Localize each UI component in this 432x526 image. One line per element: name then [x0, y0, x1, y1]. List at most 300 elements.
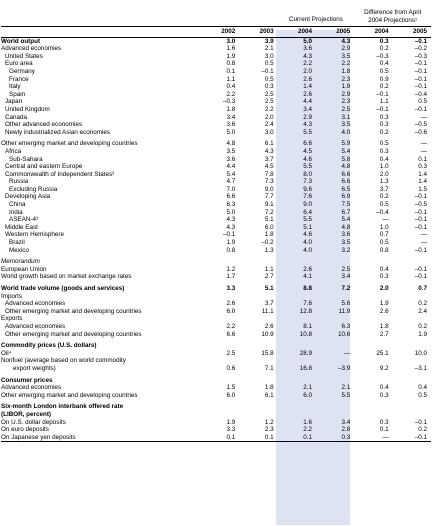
- value-cell: [393, 377, 431, 385]
- value-cell: 0.5: [418, 98, 427, 106]
- value-cell: 1.0: [379, 163, 389, 171]
- value-cell: 0.1: [201, 434, 239, 442]
- difference-header-line2: 2004 Projections¹: [368, 16, 418, 24]
- value-cell: 5.1: [264, 285, 274, 292]
- value-cell: 1.9: [379, 300, 389, 308]
- value-cell: 1.3: [264, 246, 274, 254]
- year-header: 2002: [201, 27, 239, 38]
- value-cell: [278, 411, 316, 419]
- value-cell: 4.3: [303, 121, 312, 129]
- value-cell: [354, 342, 392, 350]
- table-row: [1, 293, 431, 301]
- table-row: [1, 419, 431, 427]
- row-label: Advanced economies: [5, 322, 66, 330]
- value-cell: 2.4: [418, 307, 427, 315]
- value-cell: 1.7: [226, 273, 236, 281]
- row-label: (LIBOR, percent): [1, 410, 52, 418]
- table-row: [1, 156, 431, 164]
- value-cell: 8.0: [303, 170, 312, 178]
- value-cell: –0.3: [376, 52, 389, 60]
- value-cell: 4.8: [341, 223, 351, 231]
- value-cell: 4.6: [303, 231, 312, 239]
- value-cell: 3.6: [341, 231, 351, 239]
- value-cell: 0.1: [239, 434, 277, 442]
- value-cell: 6.6: [341, 170, 351, 178]
- table-row: [1, 53, 431, 61]
- row-label: Italy: [9, 83, 21, 91]
- value-cell: 1.8: [264, 384, 274, 392]
- value-cell: 2.5: [226, 349, 236, 357]
- value-cell: 3.7: [379, 185, 389, 193]
- value-cell: 2.3: [341, 75, 351, 83]
- difference-header-line1: Difference from April: [364, 9, 422, 17]
- value-cell: 5.0: [303, 37, 312, 45]
- value-cell: 15.8: [261, 349, 274, 357]
- row-label: Oil⁴: [1, 349, 12, 357]
- value-cell: [354, 377, 392, 385]
- row-label: Africa: [5, 147, 22, 155]
- value-cell: 8.8: [303, 285, 312, 292]
- value-cell: [316, 411, 354, 419]
- value-cell: 5.0: [226, 208, 236, 216]
- value-cell: —: [420, 147, 427, 155]
- value-cell: [201, 258, 239, 266]
- value-cell: –0.3: [414, 52, 427, 60]
- row-label: World output: [1, 37, 41, 45]
- value-cell: [201, 411, 239, 419]
- value-cell: 3.7: [264, 155, 274, 163]
- year-header-row: [1, 27, 431, 38]
- value-cell: [239, 411, 277, 419]
- row-label: Germany: [9, 67, 35, 75]
- value-cell: –0.1: [414, 193, 427, 201]
- value-cell: [239, 258, 277, 266]
- value-cell: 2.0: [379, 285, 389, 292]
- value-cell: 7.6: [303, 300, 312, 308]
- value-cell: 2.2: [341, 60, 351, 68]
- value-cell: [201, 377, 239, 385]
- value-cell: 1.0: [379, 223, 389, 231]
- value-cell: 8.3: [226, 201, 236, 209]
- current-projections-header: Current Projections: [278, 0, 355, 27]
- value-cell: 7.3: [303, 178, 312, 186]
- value-cell: 1.1: [226, 75, 236, 83]
- value-cell: 28.9: [299, 349, 312, 357]
- table-row: [1, 60, 431, 68]
- value-cell: 0.7: [379, 231, 389, 239]
- value-cell: 6.6: [226, 193, 236, 201]
- value-cell: 4.8: [341, 163, 351, 171]
- value-cell: 1.9: [341, 83, 351, 91]
- value-cell: [201, 403, 239, 411]
- table-row: [1, 426, 431, 434]
- value-cell: 0.3: [379, 113, 389, 121]
- value-cell: 0.9: [379, 75, 389, 83]
- table-row: [1, 300, 431, 308]
- row-label: Nonfuel (average based on world commodity: [1, 357, 126, 365]
- value-cell: 2.2: [303, 426, 312, 434]
- value-cell: [393, 293, 431, 301]
- value-cell: [239, 293, 277, 301]
- row-label: ASEAN-4³: [9, 216, 39, 224]
- row-label: export weights): [13, 364, 56, 372]
- header-blank: [1, 0, 201, 27]
- value-cell: 2.6: [303, 265, 312, 273]
- value-cell: [239, 342, 277, 350]
- value-cell: 5.5: [303, 216, 312, 224]
- value-cell: –0.1: [414, 223, 427, 231]
- value-cell: [278, 377, 316, 385]
- value-cell: 6.1: [264, 391, 274, 399]
- value-cell: 12.8: [299, 307, 312, 315]
- value-cell: 0.2: [379, 45, 389, 53]
- row-label: Commodity prices (U.S. dollars): [1, 342, 97, 350]
- value-cell: 6.5: [341, 185, 351, 193]
- value-cell: [316, 258, 354, 266]
- value-cell: –0.1: [414, 105, 427, 113]
- value-cell: 4.7: [226, 178, 236, 186]
- value-cell: 8.1: [303, 322, 312, 330]
- value-cell: 5.5: [303, 128, 312, 136]
- value-cell: 2.2: [226, 322, 236, 330]
- row-label: Excluding Russia: [9, 185, 58, 193]
- value-cell: 0.3: [418, 163, 427, 171]
- value-cell: 0.8: [379, 246, 389, 254]
- year-header: 2005: [316, 27, 354, 38]
- value-cell: 1.1: [264, 265, 274, 273]
- value-cell: 6.0: [226, 307, 236, 315]
- row-label: United States: [5, 52, 43, 60]
- value-cell: 6.7: [341, 208, 351, 216]
- table-row: [1, 106, 431, 114]
- table-row: [1, 323, 431, 331]
- value-cell: 3.1: [341, 113, 351, 121]
- value-cell: 9.2: [379, 364, 389, 372]
- value-cell: [316, 315, 354, 323]
- value-cell: 1.2: [264, 418, 274, 426]
- value-cell: 0.4: [379, 60, 389, 68]
- table-row: [1, 45, 431, 53]
- value-cell: [393, 342, 431, 350]
- table-row: [1, 365, 431, 373]
- value-cell: 1.8: [264, 231, 274, 239]
- table-row: [1, 231, 431, 239]
- value-cell: 0.8: [226, 246, 236, 254]
- table-row: [1, 273, 431, 281]
- value-cell: –0.1: [414, 75, 427, 83]
- row-label: Western Hemisphere: [5, 231, 65, 239]
- value-cell: 2.9: [303, 113, 312, 121]
- table-row: [1, 224, 431, 232]
- value-cell: 3.7: [264, 300, 274, 308]
- value-cell: 6.6: [341, 178, 351, 186]
- value-cell: 5.1: [264, 216, 274, 224]
- value-cell: [278, 258, 316, 266]
- value-cell: 6.9: [341, 193, 351, 201]
- value-cell: 1.5: [226, 384, 236, 392]
- row-label: Commonwealth of Independent States²: [5, 170, 115, 178]
- value-cell: 7.1: [264, 364, 274, 372]
- value-cell: 7.2: [341, 285, 351, 292]
- value-cell: 2.3: [264, 426, 274, 434]
- value-cell: [278, 293, 316, 301]
- value-cell: 0.2: [379, 193, 389, 201]
- value-cell: –0.2: [414, 45, 427, 53]
- value-cell: 2.0: [264, 113, 274, 121]
- value-cell: 0.1: [226, 67, 236, 75]
- value-cell: 9.0: [303, 201, 312, 209]
- value-cell: [316, 377, 354, 385]
- table-row: [1, 350, 431, 358]
- value-cell: 7.6: [303, 193, 312, 201]
- value-cell: 6.6: [303, 140, 312, 148]
- value-cell: 3.9: [264, 37, 274, 45]
- value-cell: 0.3: [379, 37, 389, 45]
- value-cell: [354, 293, 392, 301]
- value-cell: [393, 258, 431, 266]
- value-cell: 3.5: [341, 121, 351, 129]
- value-cell: 0.4: [418, 384, 427, 392]
- value-cell: 2.7: [264, 273, 274, 281]
- row-label: Six-month London interbank offered rate: [1, 403, 124, 411]
- table-row: [1, 403, 431, 411]
- value-cell: 0.3: [379, 121, 389, 129]
- value-cell: 2.6: [379, 307, 389, 315]
- row-label: Other emerging market and developing countries: [1, 140, 138, 148]
- value-cell: —: [382, 216, 389, 224]
- value-cell: 2.1: [303, 384, 312, 392]
- value-cell: 11.9: [338, 307, 351, 315]
- value-cell: –0.1: [414, 273, 427, 281]
- value-cell: 0.1: [418, 155, 427, 163]
- value-cell: 1.8: [341, 67, 351, 75]
- value-cell: [239, 315, 277, 323]
- table-row: [1, 216, 431, 224]
- row-label: Exports: [1, 315, 23, 323]
- value-cell: 1.4: [418, 178, 427, 186]
- value-cell: [393, 315, 431, 323]
- value-cell: 5.6: [341, 300, 351, 308]
- row-label: Spain: [9, 90, 26, 98]
- value-cell: 9.1: [264, 201, 274, 209]
- value-cell: –0.3: [223, 98, 236, 106]
- table-row: [1, 91, 431, 99]
- value-cell: 2.6: [226, 300, 236, 308]
- value-cell: 0.5: [379, 67, 389, 75]
- value-cell: 2.1: [341, 384, 351, 392]
- value-cell: 0.3: [379, 418, 389, 426]
- value-cell: [239, 357, 277, 365]
- value-cell: 0.1: [278, 434, 316, 442]
- value-cell: 4.3: [264, 147, 274, 155]
- value-cell: 3.4: [303, 105, 312, 113]
- table-row: [1, 193, 431, 201]
- table-row: [1, 357, 431, 365]
- value-cell: 5.0: [226, 128, 236, 136]
- row-label: On Japanese yen deposits: [1, 434, 201, 442]
- value-cell: –0.1: [414, 67, 427, 75]
- value-cell: 6.1: [264, 140, 274, 148]
- row-label: Other emerging market and developing countries: [5, 307, 142, 315]
- value-cell: 3.4: [341, 273, 351, 281]
- value-cell: 0.4: [379, 155, 389, 163]
- value-cell: [201, 293, 239, 301]
- table-row: [1, 392, 431, 400]
- value-cell: [354, 357, 392, 365]
- value-cell: 2.5: [264, 90, 274, 98]
- value-cell: 4.5: [264, 163, 274, 171]
- value-cell: 5.8: [341, 155, 351, 163]
- value-cell: 2.2: [226, 90, 236, 98]
- value-cell: 3.3: [226, 285, 236, 292]
- value-cell: 4.4: [226, 163, 236, 171]
- value-cell: 0.3: [379, 273, 389, 281]
- row-label: Mexico: [9, 246, 29, 254]
- row-label: European Union: [1, 265, 47, 273]
- row-label: China: [9, 201, 26, 209]
- value-cell: 6.4: [303, 208, 312, 216]
- value-cell: 6.0: [226, 391, 236, 399]
- row-label: On U.S. dollar deposits: [1, 418, 66, 426]
- table-row: [1, 178, 431, 186]
- value-cell: —: [420, 140, 427, 148]
- year-header: 2004: [278, 27, 316, 38]
- value-cell: [201, 315, 239, 323]
- table-row: [1, 129, 431, 137]
- value-cell: 1.6: [226, 45, 236, 53]
- table-row: [1, 434, 431, 442]
- row-label: Brazil: [9, 239, 25, 247]
- value-cell: [278, 315, 316, 323]
- value-cell: 9.6: [303, 185, 312, 193]
- row-label: Other emerging market and developing countries: [5, 330, 142, 338]
- value-cell: 2.3: [341, 98, 351, 106]
- value-cell: –0.2: [261, 239, 274, 247]
- value-cell: 4.3: [226, 223, 236, 231]
- value-cell: 3.2: [341, 246, 351, 254]
- row-label: Consumer prices: [1, 376, 53, 384]
- value-cell: 1.3: [379, 178, 389, 186]
- header-blank: [239, 0, 277, 27]
- value-cell: 6.0: [264, 223, 274, 231]
- row-label: Japan: [5, 98, 23, 106]
- value-cell: 1.9: [418, 330, 427, 338]
- value-cell: 1.2: [226, 265, 236, 273]
- value-cell: 2.8: [341, 426, 351, 434]
- value-cell: 4.0: [303, 239, 312, 247]
- value-cell: 1.8: [379, 322, 389, 330]
- value-cell: 4.0: [341, 128, 351, 136]
- value-cell: 0.5: [264, 60, 274, 68]
- value-cell: 0.4: [379, 384, 389, 392]
- value-cell: 2.2: [264, 105, 274, 113]
- value-cell: 2.0: [379, 170, 389, 178]
- table-row: [1, 209, 431, 217]
- value-cell: 5.1: [303, 223, 312, 231]
- value-cell: 0.8: [226, 60, 236, 68]
- value-cell: [393, 403, 431, 411]
- value-cell: 2.4: [264, 121, 274, 129]
- table-row: [1, 163, 431, 171]
- value-cell: –0.1: [414, 60, 427, 68]
- value-cell: [278, 357, 316, 365]
- value-cell: 2.0: [303, 67, 312, 75]
- value-cell: 0.5: [379, 239, 389, 247]
- table-row: [1, 121, 431, 129]
- value-cell: 0.4: [379, 265, 389, 273]
- value-cell: 10.8: [299, 330, 312, 338]
- value-cell: 2.1: [264, 45, 274, 53]
- value-cell: [201, 357, 239, 365]
- value-cell: 4.4: [303, 98, 312, 106]
- value-cell: –0.1: [414, 208, 427, 216]
- row-label: Sub-Sahara: [9, 155, 43, 163]
- value-cell: 1.1: [379, 98, 389, 106]
- row-label: Advanced economies: [1, 384, 62, 392]
- value-cell: [278, 342, 316, 350]
- table-row: [1, 377, 431, 385]
- value-cell: 3.5: [341, 239, 351, 247]
- value-cell: 1.8: [226, 105, 236, 113]
- value-cell: —: [420, 113, 427, 121]
- value-cell: 6.6: [226, 330, 236, 338]
- value-cell: 5.4: [341, 216, 351, 224]
- row-label: Advanced economies: [5, 300, 66, 308]
- table-row: [1, 411, 431, 419]
- year-header: 2005: [393, 27, 431, 38]
- value-cell: –0.1: [414, 216, 427, 224]
- value-cell: –0.1: [414, 418, 427, 426]
- value-cell: [316, 342, 354, 350]
- value-cell: 2.6: [303, 75, 312, 83]
- row-label: Advanced economies: [1, 45, 62, 53]
- value-cell: 0.3: [379, 147, 389, 155]
- table-row: [1, 37, 431, 45]
- value-cell: 1.6: [303, 418, 312, 426]
- value-cell: 7.2: [264, 208, 274, 216]
- value-cell: 3.6: [226, 121, 236, 129]
- row-label: Other advanced economies: [5, 121, 83, 129]
- row-label: Canada: [5, 113, 28, 121]
- value-cell: [201, 342, 239, 350]
- row-label: Developing Asia: [5, 193, 51, 201]
- row-label: Middle East: [5, 223, 38, 231]
- value-cell: 1.5: [418, 185, 427, 193]
- value-cell: 2.5: [341, 105, 351, 113]
- value-cell: –0.1: [414, 265, 427, 273]
- value-cell: 2.5: [341, 265, 351, 273]
- value-cell: 2.9: [341, 45, 351, 53]
- value-cell: 2.5: [264, 98, 274, 106]
- value-cell: 5.5: [341, 391, 351, 399]
- row-label: Imports: [1, 292, 22, 300]
- value-cell: [393, 411, 431, 419]
- row-label: Central and eastern Europe: [5, 163, 83, 171]
- value-cell: 4.0: [303, 246, 312, 254]
- value-cell: 0.5: [418, 391, 427, 399]
- row-label: France: [9, 75, 29, 83]
- value-cell: 0.3: [316, 434, 354, 442]
- value-cell: 2.7: [379, 330, 389, 338]
- value-cell: 0.2: [418, 300, 427, 308]
- table-body: [1, 37, 431, 442]
- value-cell: 5.4: [341, 147, 351, 155]
- table-row: [1, 186, 431, 194]
- value-cell: 0.2: [379, 128, 389, 136]
- value-cell: 2.9: [341, 90, 351, 98]
- value-cell: 7.3: [264, 178, 274, 186]
- year-header: 2004: [354, 27, 392, 38]
